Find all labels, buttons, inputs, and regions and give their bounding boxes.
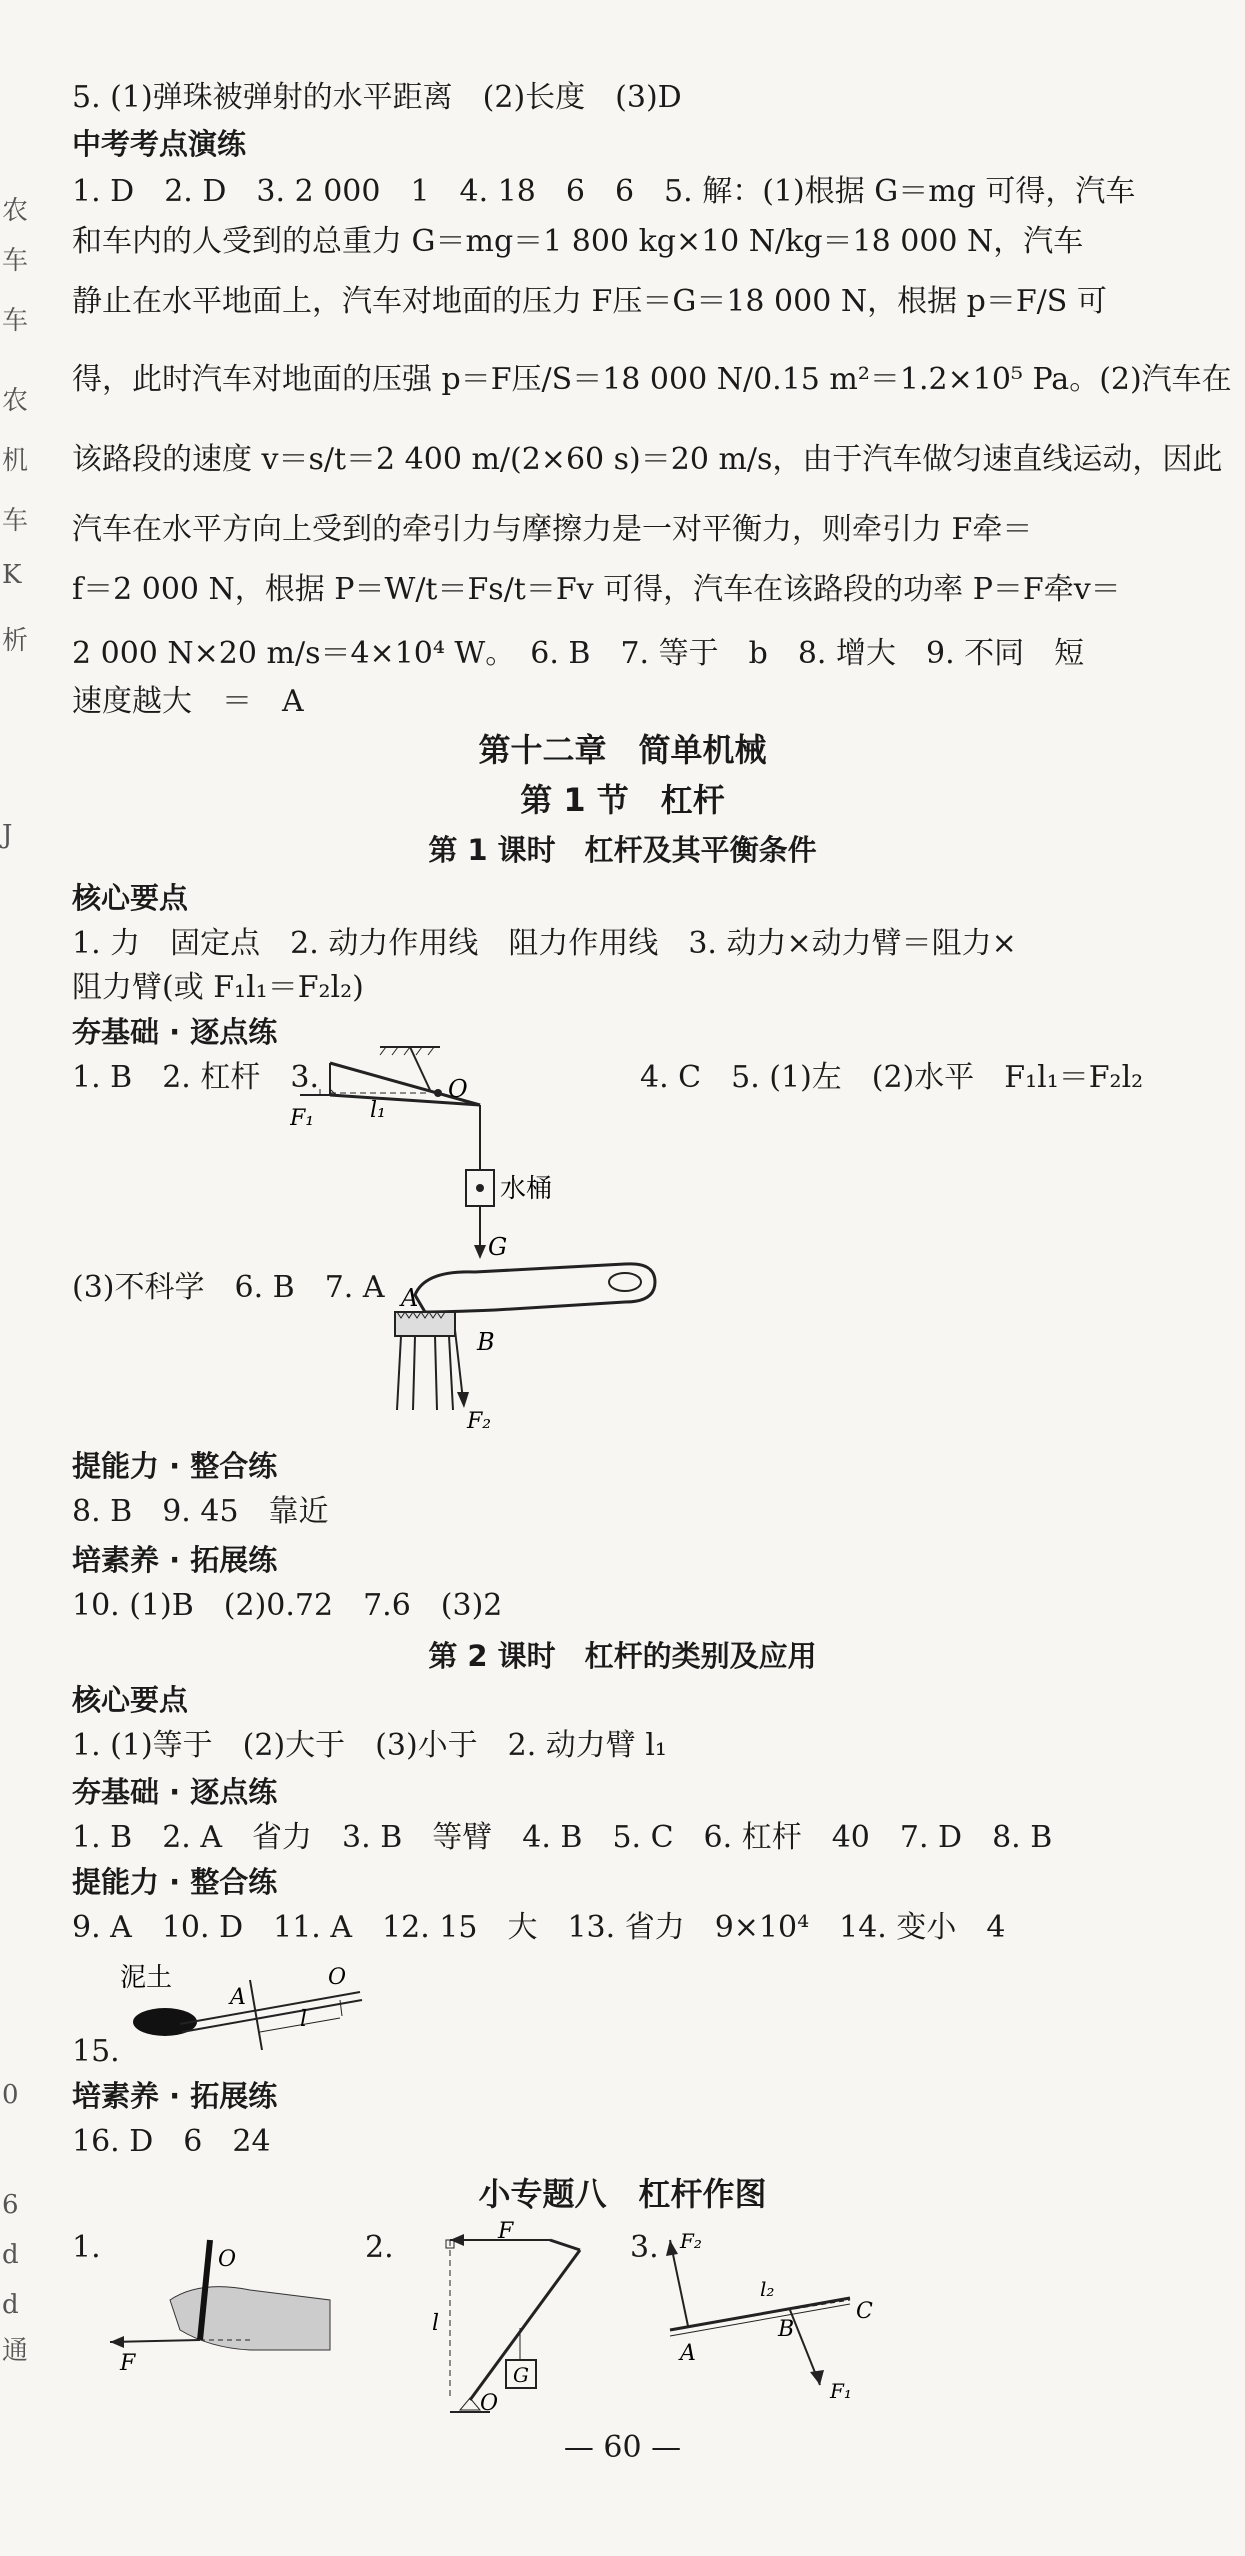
answer-line: 4. C 5. (1)左 (2)水平 F₁l₁＝F₂l₂ [640,1060,1144,1095]
arm-l-label: l [432,2311,440,2336]
margin-mark: 6 [2,2190,19,2220]
arm-l1-label: l₁ [370,1098,386,1123]
lever-g-figure [420,2220,620,2420]
margin-mark: K [2,560,22,590]
force-f1-label: F₁ [830,2379,852,2400]
force-f1-label: F₁ [290,1106,315,1131]
lever-bucket-figure [290,1045,650,1275]
point-a-label: A [401,1284,419,1312]
soil-label: 泥土 [120,1963,173,1993]
margin-mark: d [2,2240,19,2270]
section-heading: 培素养 · 拓展练 [72,1543,278,1577]
force-f2-label: F₂ [467,1409,492,1430]
margin-mark: 车 [2,246,29,276]
answer-line: 10. (1)B (2)0.72 7.6 (3)2 [72,1588,503,1623]
margin-mark: 农 [2,386,29,416]
answer-line: 1. 力 固定点 2. 动力作用线 阻力作用线 3. 动力×动力臂＝阻力× [72,926,1017,961]
answer-line: 1. B 2. A 省力 3. B 等臂 4. B 5. C 6. 杠杆 40 7. D 8. B [72,1820,1053,1855]
answer-line: 3. [630,2230,659,2265]
lesson-title: 第 1 课时 杠杆及其平衡条件 [428,833,817,867]
point-b-label: B [778,2317,795,2342]
section-heading: 中考考点演练 [72,127,247,161]
point-a-label: A [680,2341,696,2366]
answer-line: 汽车在水平方向上受到的牵引力与摩擦力是一对平衡力，则牵引力 F牵＝ [72,512,1033,547]
section-title: 第 1 节 杠杆 [520,781,725,819]
answer-line: 8. B 9. 45 靠近 [72,1494,329,1529]
chapter-title: 第十二章 简单机械 [478,731,767,769]
section-heading: 夯基础 · 逐点练 [72,1775,278,1809]
force-f-label: F [498,2220,514,2244]
bucket-label: 水桶 [500,1174,553,1204]
answer-line: 5. (1)弹珠被弹射的水平距离 (2)长度 (3)D [72,80,682,115]
answer-line: 得，此时汽车对地面的压强 p＝F压/S＝18 000 N/0.15 m²＝1.2×10⁵ Pa。(2)汽车在 [72,362,1232,397]
margin-mark: 农 [2,196,29,226]
margin-mark: 机 [2,446,29,476]
section-heading: 提能力 · 整合练 [72,1449,278,1483]
margin-mark: J [2,820,13,850]
margin-mark: 0 [2,2080,19,2110]
point-o-label: O [480,2391,499,2416]
margin-mark: 车 [2,306,29,336]
arm-l2-label: l₂ [760,2277,775,2301]
answer-line: 2 000 N×20 m/s＝4×10⁴ W。 6. B 7. 等于 b 8. 增大 9. 不同 短 [72,636,1085,671]
lever-tool-figure [385,1250,665,1430]
point-c-label: C [856,2299,873,2324]
section-heading: 核心要点 [72,1683,189,1717]
section-heading: 夯基础 · 逐点练 [72,1015,278,1049]
point-o-label: O [328,1965,347,1990]
answer-line: 1. B 2. 杠杆 3. [72,1060,319,1095]
answer-line: f＝2 000 N，根据 P＝W/t＝Fs/t＝Fv 可得，汽车在该路段的功率 P＝F牵v＝ [72,572,1121,607]
answer-line: 和车内的人受到的总重力 G＝mg＝1 800 kg×10 N/kg＝18 000 N，汽车 [72,224,1084,259]
answer-line: (3)不科学 6. B 7. A [72,1270,385,1305]
answer-line: 速度越大 ＝ A [72,684,304,719]
gravity-g-label: G [488,1233,508,1261]
force-f2-label: F₂ [680,2229,702,2253]
answer-line: 1. [72,2230,101,2265]
answer-line: 1. (1)等于 (2)大于 (3)小于 2. 动力臂 l₁ [72,1728,667,1763]
point-o-label: O [218,2247,237,2272]
section-heading: 核心要点 [72,881,189,915]
page-number: — 60 — [563,2430,682,2465]
answer-line: 1. D 2. D 3. 2 000 1 4. 18 6 6 5. 解：(1)根据 G＝mg 可得，汽车 [72,174,1136,209]
point-a-label: A [230,1985,246,2010]
margin-mark: d [2,2290,19,2320]
lesson-title: 第 2 课时 杠杆的类别及应用 [428,1639,817,1673]
answer-line: 16. D 6 24 [72,2124,271,2159]
answer-line: 9. A 10. D 11. A 12. 15 大 13. 省力 9×10⁴ 14. 变小 4 [72,1910,1006,1945]
arm-l-label: l [300,2007,308,2032]
answer-line: 阻力臂(或 F₁l₁＝F₂l₂) [72,970,364,1005]
margin-mark: 析 [2,626,29,656]
section-heading: 提能力 · 整合练 [72,1865,278,1899]
answer-line: 15. [72,2034,120,2069]
answer-line: 静止在水平地面上，汽车对地面的压力 F压＝G＝18 000 N，根据 p＝F/S 可 [72,284,1107,319]
weight-g-label: G [513,2363,529,2387]
answer-line: 该路段的速度 v＝s/t＝2 400 m/(2×60 s)＝20 m/s，由于汽车做匀速直线运动，因此 [72,442,1223,477]
margin-mark: 通 [2,2336,29,2366]
point-o-label: O [448,1075,468,1103]
force-f-label: F [120,2351,136,2376]
section-heading: 培素养 · 拓展练 [72,2079,278,2113]
answer-line: 2. [365,2230,394,2265]
lever-forces-figure [660,2220,900,2400]
margin-mark: 车 [2,506,29,536]
hand-pen-figure [100,2230,340,2380]
topic-title: 小专题八 杠杆作图 [478,2175,767,2213]
point-b-label: B [477,1328,495,1356]
